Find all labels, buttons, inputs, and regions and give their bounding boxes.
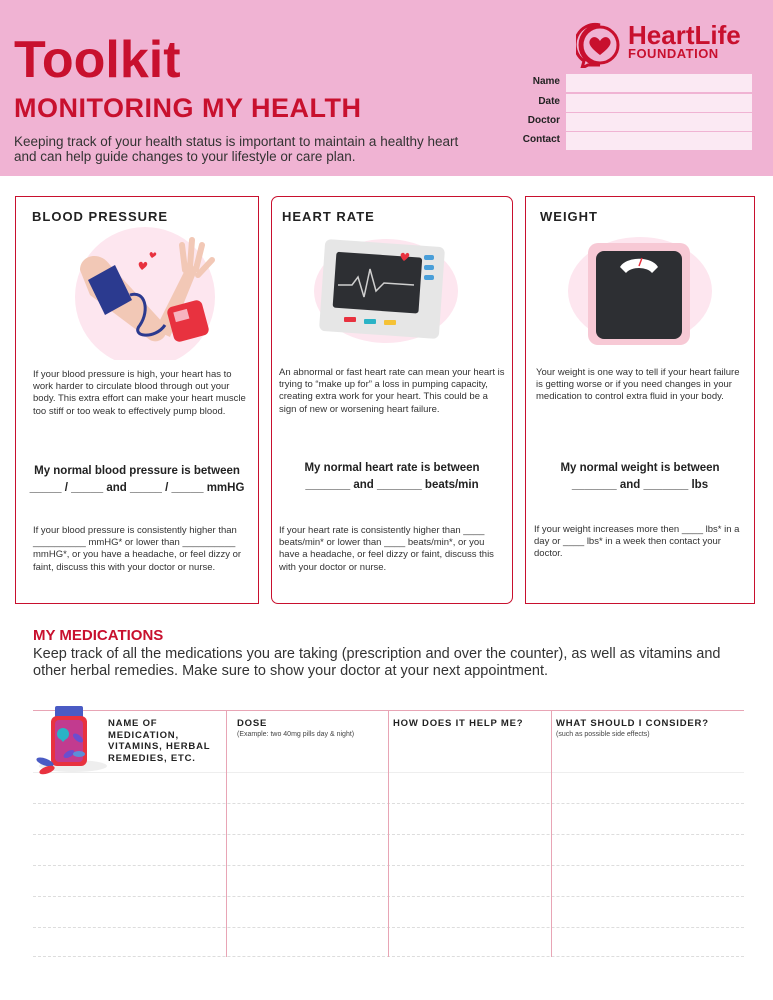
med-name-cell[interactable] [33,805,225,834]
column-header-help: HOW DOES IT HELP ME? [393,718,524,729]
heart-rate-normal [272,460,512,494]
medications-table [33,710,744,957]
med-help-cell[interactable] [389,805,550,834]
med-name-cell[interactable] [33,836,225,865]
heart-rate-card [271,196,513,604]
heart-monitor-icon [314,233,464,343]
column-header-dose-hint: (Example: two 40mg pills day & night) [237,731,355,738]
med-name-cell[interactable] [33,867,225,896]
blood-pressure-normal-range[interactable]: _____ / _____ and _____ / _____ mmHG [29,482,245,494]
contact-field[interactable] [566,132,752,150]
medications-title: MY MEDICATIONS [33,627,164,644]
heart-rate-title: HEART RATE [282,209,375,224]
blood-pressure-normal-label: My normal blood pressure is between [34,465,240,477]
med-dose-cell[interactable] [227,898,387,927]
date-label: Date [538,96,560,107]
med-name-cell[interactable] [33,774,225,803]
name-row [500,74,752,92]
column-header-consider-hint: (such as possible side effects) [556,731,650,738]
heart-rate-normal-label: My normal heart rate is between [304,462,480,474]
weight-title: WEIGHT [540,209,598,224]
heartlife-logo-icon [576,22,624,68]
contact-row [500,132,752,150]
heart-rate-warning: If your heart rate is consistently higher than ____ beats/min* or lower than ____ beats/min*, or you have a headache, or feel dizzy or faint, discuss this with your doctor or nurse. [279,525,494,573]
weight-card [525,196,755,604]
med-consider-cell[interactable] [552,898,744,927]
doctor-row [500,113,752,131]
bathroom-scale-icon [568,235,714,347]
page-subtitle: MONITORING MY HEALTH [14,93,362,123]
weight-normal-range[interactable]: _______ and _______ lbs [571,479,709,491]
medications-intro: Keep track of all the medications you are taking (prescription and over the counter), as well as vitamins and other herbal remedies. Make sure to show your doctor at your next appointment. [33,646,721,679]
med-name-cell[interactable] [33,928,225,957]
pill-bottle-icon [33,704,109,780]
blood-pressure-title: BLOOD PRESSURE [32,209,169,224]
weight-warning: If your weight increases more then ____ lbs* in a day or ____ lbs* in a week then contact your doctor. [534,524,740,560]
weight-description: Your weight is one way to tell if your heart failure is getting worse or if you need changes in your medication to control extra fluid in your body. [536,367,740,403]
med-consider-cell[interactable] [552,928,744,957]
logo-foundation: FOUNDATION [628,46,719,61]
med-dose-cell[interactable] [227,805,387,834]
blood-pressure-warning: If your blood pressure is consistently higher than __________ mmHG* or lower than __________ mmHG*, or you have a headache, or feel dizzy or faint, discuss this with your doctor or nurse. [33,525,242,573]
med-help-cell[interactable] [389,836,550,865]
intro-text: Keeping track of your health status is important to maintain a healthy heart and can help guide changes to your lifestyle or care plan. [14,134,459,164]
name-label: Name [532,76,560,87]
name-field[interactable] [566,74,752,92]
blood-pressure-cuff-icon [70,225,220,360]
med-help-cell[interactable] [389,774,550,803]
med-consider-cell[interactable] [552,867,744,896]
header-banner [0,0,773,176]
med-name-cell[interactable] [33,898,225,927]
med-dose-cell[interactable] [227,867,387,896]
heart-rate-description: An abnormal or fast heart rate can mean your heart is trying to “make up for” a loss in pumping capacity, creating extra work for your heart. This could be a sign of new or worsening heart failure. [279,367,505,415]
med-dose-cell[interactable] [227,928,387,957]
column-header-name: NAME OF MEDICATION, VITAMINS, HERBAL REMEDIES, ETC. [108,718,211,764]
blood-pressure-description: If your blood pressure is high, your heart has to work harder to circulate blood through out your body. This extra effort can make your heart muscle too stiff or too weak to effectively pump blood. [33,369,246,417]
blood-pressure-card [15,196,259,604]
med-dose-cell[interactable] [227,774,387,803]
blood-pressure-normal [16,463,258,497]
med-consider-cell[interactable] [552,805,744,834]
med-help-cell[interactable] [389,928,550,957]
heartlife-logo [576,22,766,66]
doctor-label: Doctor [527,115,560,126]
med-consider-cell[interactable] [552,836,744,865]
contact-label: Contact [522,134,560,145]
doctor-field[interactable] [566,113,752,131]
logo-wordmark: HeartLife [628,20,741,50]
med-help-cell[interactable] [389,867,550,896]
date-row [500,94,752,112]
med-help-cell[interactable] [389,898,550,927]
column-header-dose: DOSE [237,718,268,729]
weight-normal-label: My normal weight is between [560,462,720,474]
med-dose-cell[interactable] [227,836,387,865]
med-consider-cell[interactable] [552,774,744,803]
column-header-consider: WHAT SHOULD I CONSIDER? [556,718,709,729]
page-title: Toolkit [14,31,181,89]
date-field[interactable] [566,94,752,112]
weight-normal [526,460,754,494]
heart-rate-normal-range[interactable]: _______ and _______ beats/min [305,479,479,491]
